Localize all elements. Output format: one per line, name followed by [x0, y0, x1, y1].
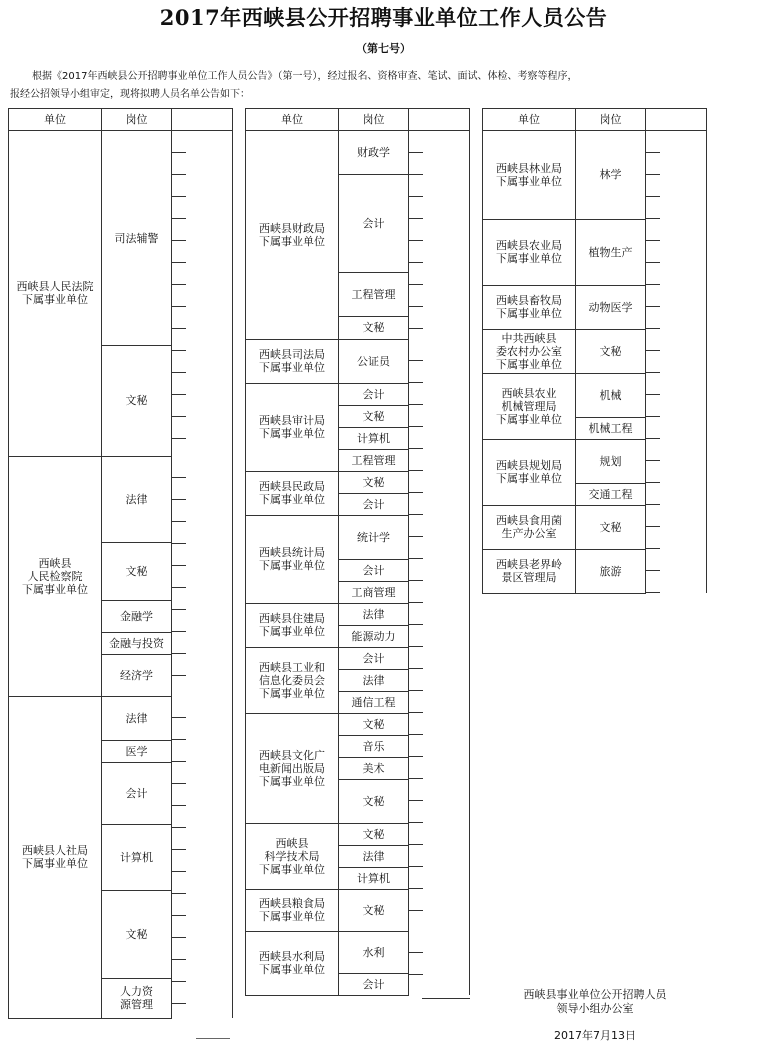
names-cell — [172, 456, 233, 696]
unit-cell: 西峡县统计局 下属事业单位 — [246, 515, 339, 603]
unit-cell: 西峡县住建局 下属事业单位 — [246, 603, 339, 647]
unit-cell: 西峡县老界岭 景区管理局 — [483, 549, 576, 593]
table-row — [483, 131, 707, 220]
announcement-number: （第七号） — [356, 42, 411, 55]
position-cell: 机械工程 — [576, 417, 646, 439]
position-cell: 文秘 — [576, 505, 646, 549]
position-cell: 能源动力 — [339, 625, 409, 647]
position-cell: 会计 — [339, 493, 409, 515]
unit-header: 单位 — [483, 109, 576, 131]
position-cell: 旅游 — [576, 549, 646, 593]
table-row — [246, 713, 470, 735]
names-cell — [409, 383, 470, 471]
unit-cell: 西峡县 人民检察院 下属事业单位 — [9, 456, 102, 696]
position-cell: 音乐 — [339, 735, 409, 757]
names-cell — [409, 823, 470, 889]
intro-line-2: 报经公招领导小组审定，现将拟聘人员名单公告如下： — [10, 89, 250, 100]
position-cell: 规划 — [576, 439, 646, 483]
unit-cell: 西峡县水利局 下属事业单位 — [246, 931, 339, 995]
position-cell: 文秘 — [576, 329, 646, 373]
position-cell: 植物生产 — [576, 219, 646, 285]
position-cell: 计算机 — [339, 427, 409, 449]
intro-paragraph — [10, 68, 760, 104]
names-header — [646, 109, 707, 131]
names-cell — [409, 889, 470, 931]
names-cell — [646, 219, 707, 285]
position-cell: 计算机 — [102, 824, 172, 890]
unit-cell: 西峡县规划局 下属事业单位 — [483, 439, 576, 505]
unit-cell: 西峡县文化广 电新闻出版局 下属事业单位 — [246, 713, 339, 823]
table-row — [483, 549, 707, 593]
names-cell — [409, 515, 470, 603]
position-cell: 会计 — [339, 559, 409, 581]
signature-line — [422, 998, 470, 999]
position-cell: 会计 — [339, 973, 409, 995]
names-cell — [172, 131, 233, 457]
unit-cell: 西峡县人民法院 下属事业单位 — [9, 131, 102, 457]
unit-cell: 西峡县农业 机械管理局 下属事业单位 — [483, 373, 576, 439]
position-cell: 机械 — [576, 373, 646, 417]
table-row — [483, 329, 707, 373]
intro-line-1: 根据《2017年西峡县公开招聘事业单位工作人员公告》（第一号），经过报名、资格审查、笔试、面试、体检、考察等程序， — [32, 71, 578, 82]
names-cell — [646, 285, 707, 329]
position-header: 岗位 — [576, 109, 646, 131]
table-row — [483, 439, 707, 483]
position-cell: 工商管理 — [339, 581, 409, 603]
names-cell — [409, 471, 470, 515]
position-cell: 水利 — [339, 931, 409, 973]
table-row — [246, 131, 470, 175]
names-cell — [646, 505, 707, 549]
table-row — [246, 603, 470, 625]
unit-cell: 西峡县司法局 下属事业单位 — [246, 339, 339, 383]
position-cell: 文秘 — [339, 823, 409, 845]
unit-cell: 西峡县 科学技术局 下属事业单位 — [246, 823, 339, 889]
unit-cell: 西峡县财政局 下属事业单位 — [246, 131, 339, 340]
table-row — [246, 647, 470, 669]
table-row — [9, 696, 233, 740]
position-cell: 法律 — [102, 456, 172, 542]
position-cell: 林学 — [576, 131, 646, 220]
table-row — [9, 456, 233, 542]
unit-header: 单位 — [9, 109, 102, 131]
unit-cell: 中共西峡县 委农村办公室 下属事业单位 — [483, 329, 576, 373]
position-cell: 文秘 — [339, 779, 409, 823]
table-row — [246, 383, 470, 405]
names-cell — [172, 696, 233, 1018]
position-cell: 文秘 — [339, 405, 409, 427]
names-cell — [646, 439, 707, 505]
results-table-3 — [482, 108, 707, 594]
unit-cell: 西峡县林业局 下属事业单位 — [483, 131, 576, 220]
unit-cell: 西峡县工业和 信息化委员会 下属事业单位 — [246, 647, 339, 713]
unit-cell: 西峡县畜牧局 下属事业单位 — [483, 285, 576, 329]
position-cell: 会计 — [339, 647, 409, 669]
table-row — [9, 131, 233, 346]
position-cell: 通信工程 — [339, 691, 409, 713]
issuer-line-2: 领导小组办公室 — [556, 1002, 634, 1015]
position-cell: 法律 — [102, 696, 172, 740]
position-cell: 文秘 — [339, 317, 409, 339]
position-cell: 人力资 源管理 — [102, 978, 172, 1018]
names-cell — [646, 131, 707, 220]
table-row — [483, 373, 707, 417]
table-row — [483, 219, 707, 285]
table-row — [246, 471, 470, 493]
position-cell: 医学 — [102, 740, 172, 762]
names-cell — [646, 329, 707, 373]
position-cell: 法律 — [339, 603, 409, 625]
position-cell: 财政学 — [339, 131, 409, 175]
position-cell: 会计 — [339, 383, 409, 405]
position-cell: 文秘 — [339, 713, 409, 735]
position-cell: 文秘 — [339, 889, 409, 931]
position-cell: 经济学 — [102, 654, 172, 696]
names-header — [172, 109, 233, 131]
position-cell: 文秘 — [102, 346, 172, 456]
position-cell: 统计学 — [339, 515, 409, 559]
table-row — [246, 931, 470, 973]
position-cell: 工程管理 — [339, 273, 409, 317]
position-cell: 动物医学 — [576, 285, 646, 329]
unit-header: 单位 — [246, 109, 339, 131]
names-cell — [409, 713, 470, 823]
names-header — [409, 109, 470, 131]
issuing-office — [490, 988, 700, 1016]
unit-cell: 西峡县农业局 下属事业单位 — [483, 219, 576, 285]
position-cell: 交通工程 — [576, 483, 646, 505]
table-row — [246, 823, 470, 845]
position-cell: 工程管理 — [339, 449, 409, 471]
issue-date: 2017年7月13日 — [554, 1029, 636, 1042]
position-cell: 美术 — [339, 757, 409, 779]
unit-cell: 西峡县粮食局 下属事业单位 — [246, 889, 339, 931]
unit-cell: 西峡县食用菌 生产办公室 — [483, 505, 576, 549]
position-cell: 文秘 — [102, 890, 172, 978]
table-row — [246, 515, 470, 559]
names-cell — [409, 131, 470, 340]
position-cell: 会计 — [339, 175, 409, 273]
position-cell: 金融与投资 — [102, 632, 172, 654]
results-table-1 — [8, 108, 233, 1019]
names-cell — [409, 647, 470, 713]
table-row — [483, 505, 707, 549]
position-cell: 法律 — [339, 845, 409, 867]
unit-cell: 西峡县民政局 下属事业单位 — [246, 471, 339, 515]
names-cell — [646, 549, 707, 593]
names-cell — [409, 339, 470, 383]
position-header: 岗位 — [339, 109, 409, 131]
table-row — [483, 285, 707, 329]
names-cell — [409, 931, 470, 995]
position-cell: 文秘 — [102, 542, 172, 600]
position-cell: 文秘 — [339, 471, 409, 493]
position-cell: 金融学 — [102, 600, 172, 632]
unit-cell: 西峡县审计局 下属事业单位 — [246, 383, 339, 471]
table-row — [246, 889, 470, 931]
results-table-2 — [245, 108, 470, 996]
position-cell: 法律 — [339, 669, 409, 691]
names-cell — [409, 603, 470, 647]
table-row — [246, 339, 470, 383]
position-header: 岗位 — [102, 109, 172, 131]
unit-cell: 西峡县人社局 下属事业单位 — [9, 696, 102, 1018]
names-cell — [646, 373, 707, 439]
position-cell: 计算机 — [339, 867, 409, 889]
page-title: 2017年西峡县公开招聘事业单位工作人员公告 — [159, 5, 608, 30]
position-cell: 会计 — [102, 762, 172, 824]
position-cell: 公证员 — [339, 339, 409, 383]
position-cell: 司法辅警 — [102, 131, 172, 346]
issuer-line-1: 西峡县事业单位公开招聘人员 — [523, 988, 667, 1001]
